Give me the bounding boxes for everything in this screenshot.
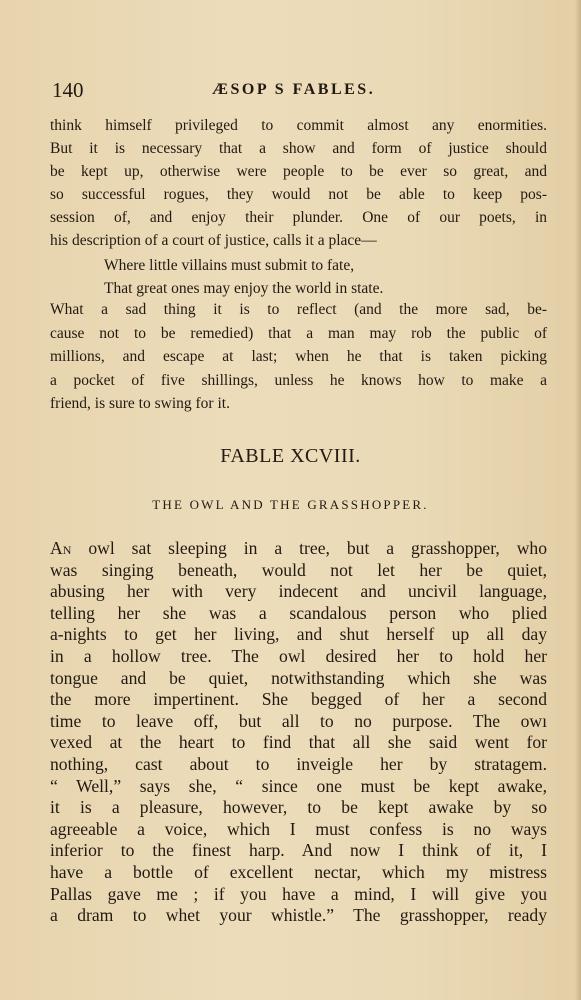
drop-cap-word: An [50, 538, 72, 558]
text-line: agreeable a voice, which I must confess is no ways [50, 818, 547, 839]
text-line: so successful rogues, they would not be able to keep pos- [50, 186, 547, 203]
page-header [52, 78, 542, 102]
text-line: inferior to the finest harp. And now I think of it, I [50, 840, 547, 861]
text-line: But it is necessary that a show and form of justice should [50, 140, 547, 157]
text-line: abusing her with very indecent and uncivil language, [50, 581, 547, 602]
text-line: telling her she was a scandalous person who plied [50, 602, 547, 623]
text-line: Pallas gave me ; if you have a mind, I will give you [50, 883, 547, 904]
text-line: be kept up, otherwise were people to be ever so great, and [50, 163, 547, 180]
text-line-first [50, 538, 547, 560]
text-line: friend, is sure to swing for it. [50, 395, 230, 412]
first-line-rest: owl sat sleeping in a tree, but a grasshopper, who [71, 538, 547, 558]
text-line: What a sad thing it is to reflect (and the more sad, be- [50, 301, 547, 318]
text-line: a-nights to get her living, and shut herself up all day [50, 624, 547, 645]
text-line: tongue and be quiet, notwithstanding which she was [50, 667, 547, 688]
text-line: in a hollow tree. The owl desired her to hold her [50, 645, 547, 666]
text-line: cause not to be remedied) that a man may rob the public of [50, 324, 547, 342]
text-line: a pocket of five shillings, unless he knows how to make a [50, 371, 547, 389]
text-line: time to leave off, but all to no purpose. The owı [50, 710, 547, 731]
text-line: session of, and enjoy their plunder. One of our poets, in [50, 209, 547, 226]
text-line: a dram to whet your whistle.” The grasshopper, ready [50, 905, 547, 926]
fable-body [50, 538, 547, 927]
verse-line: That great ones may enjoy the world in state. [104, 280, 384, 297]
text-line: nothing, cast about to inveigle her by stratagem. [50, 753, 547, 774]
text-line: have a bottle of excellent nectar, which my mistress [50, 861, 547, 882]
fable-title: FABLE XCVIII. [220, 445, 361, 467]
paragraph-2 [50, 298, 547, 416]
page-number: 140 [52, 78, 84, 102]
text-line: millions, and escape at last; when he that is taken picking [50, 348, 547, 365]
text-line: the more impertinent. She begged of her a second [50, 689, 547, 710]
text-line: it is a pleasure, however, to be kept awake by so [50, 797, 547, 818]
verse-line: Where little villains must submit to fate, [104, 257, 355, 274]
verse-quote [104, 254, 383, 300]
text-line: “ Well,” says she, “ since one must be kept awake, [50, 775, 547, 796]
text-line: his description of a court of justice, calls it a place— [50, 232, 377, 249]
running-head: ÆSOP S FABLES. [212, 81, 376, 98]
text-line: was singing beneath, would not let her be quiet, [50, 559, 547, 580]
paragraph-1 [50, 114, 547, 252]
text-line: think himself privileged to commit almost any enormities. [50, 117, 547, 134]
text-line: vexed at the heart to find that all she said went for [50, 732, 547, 753]
fable-subtitle: THE OWL AND THE GRASSHOPPER. [152, 497, 429, 512]
